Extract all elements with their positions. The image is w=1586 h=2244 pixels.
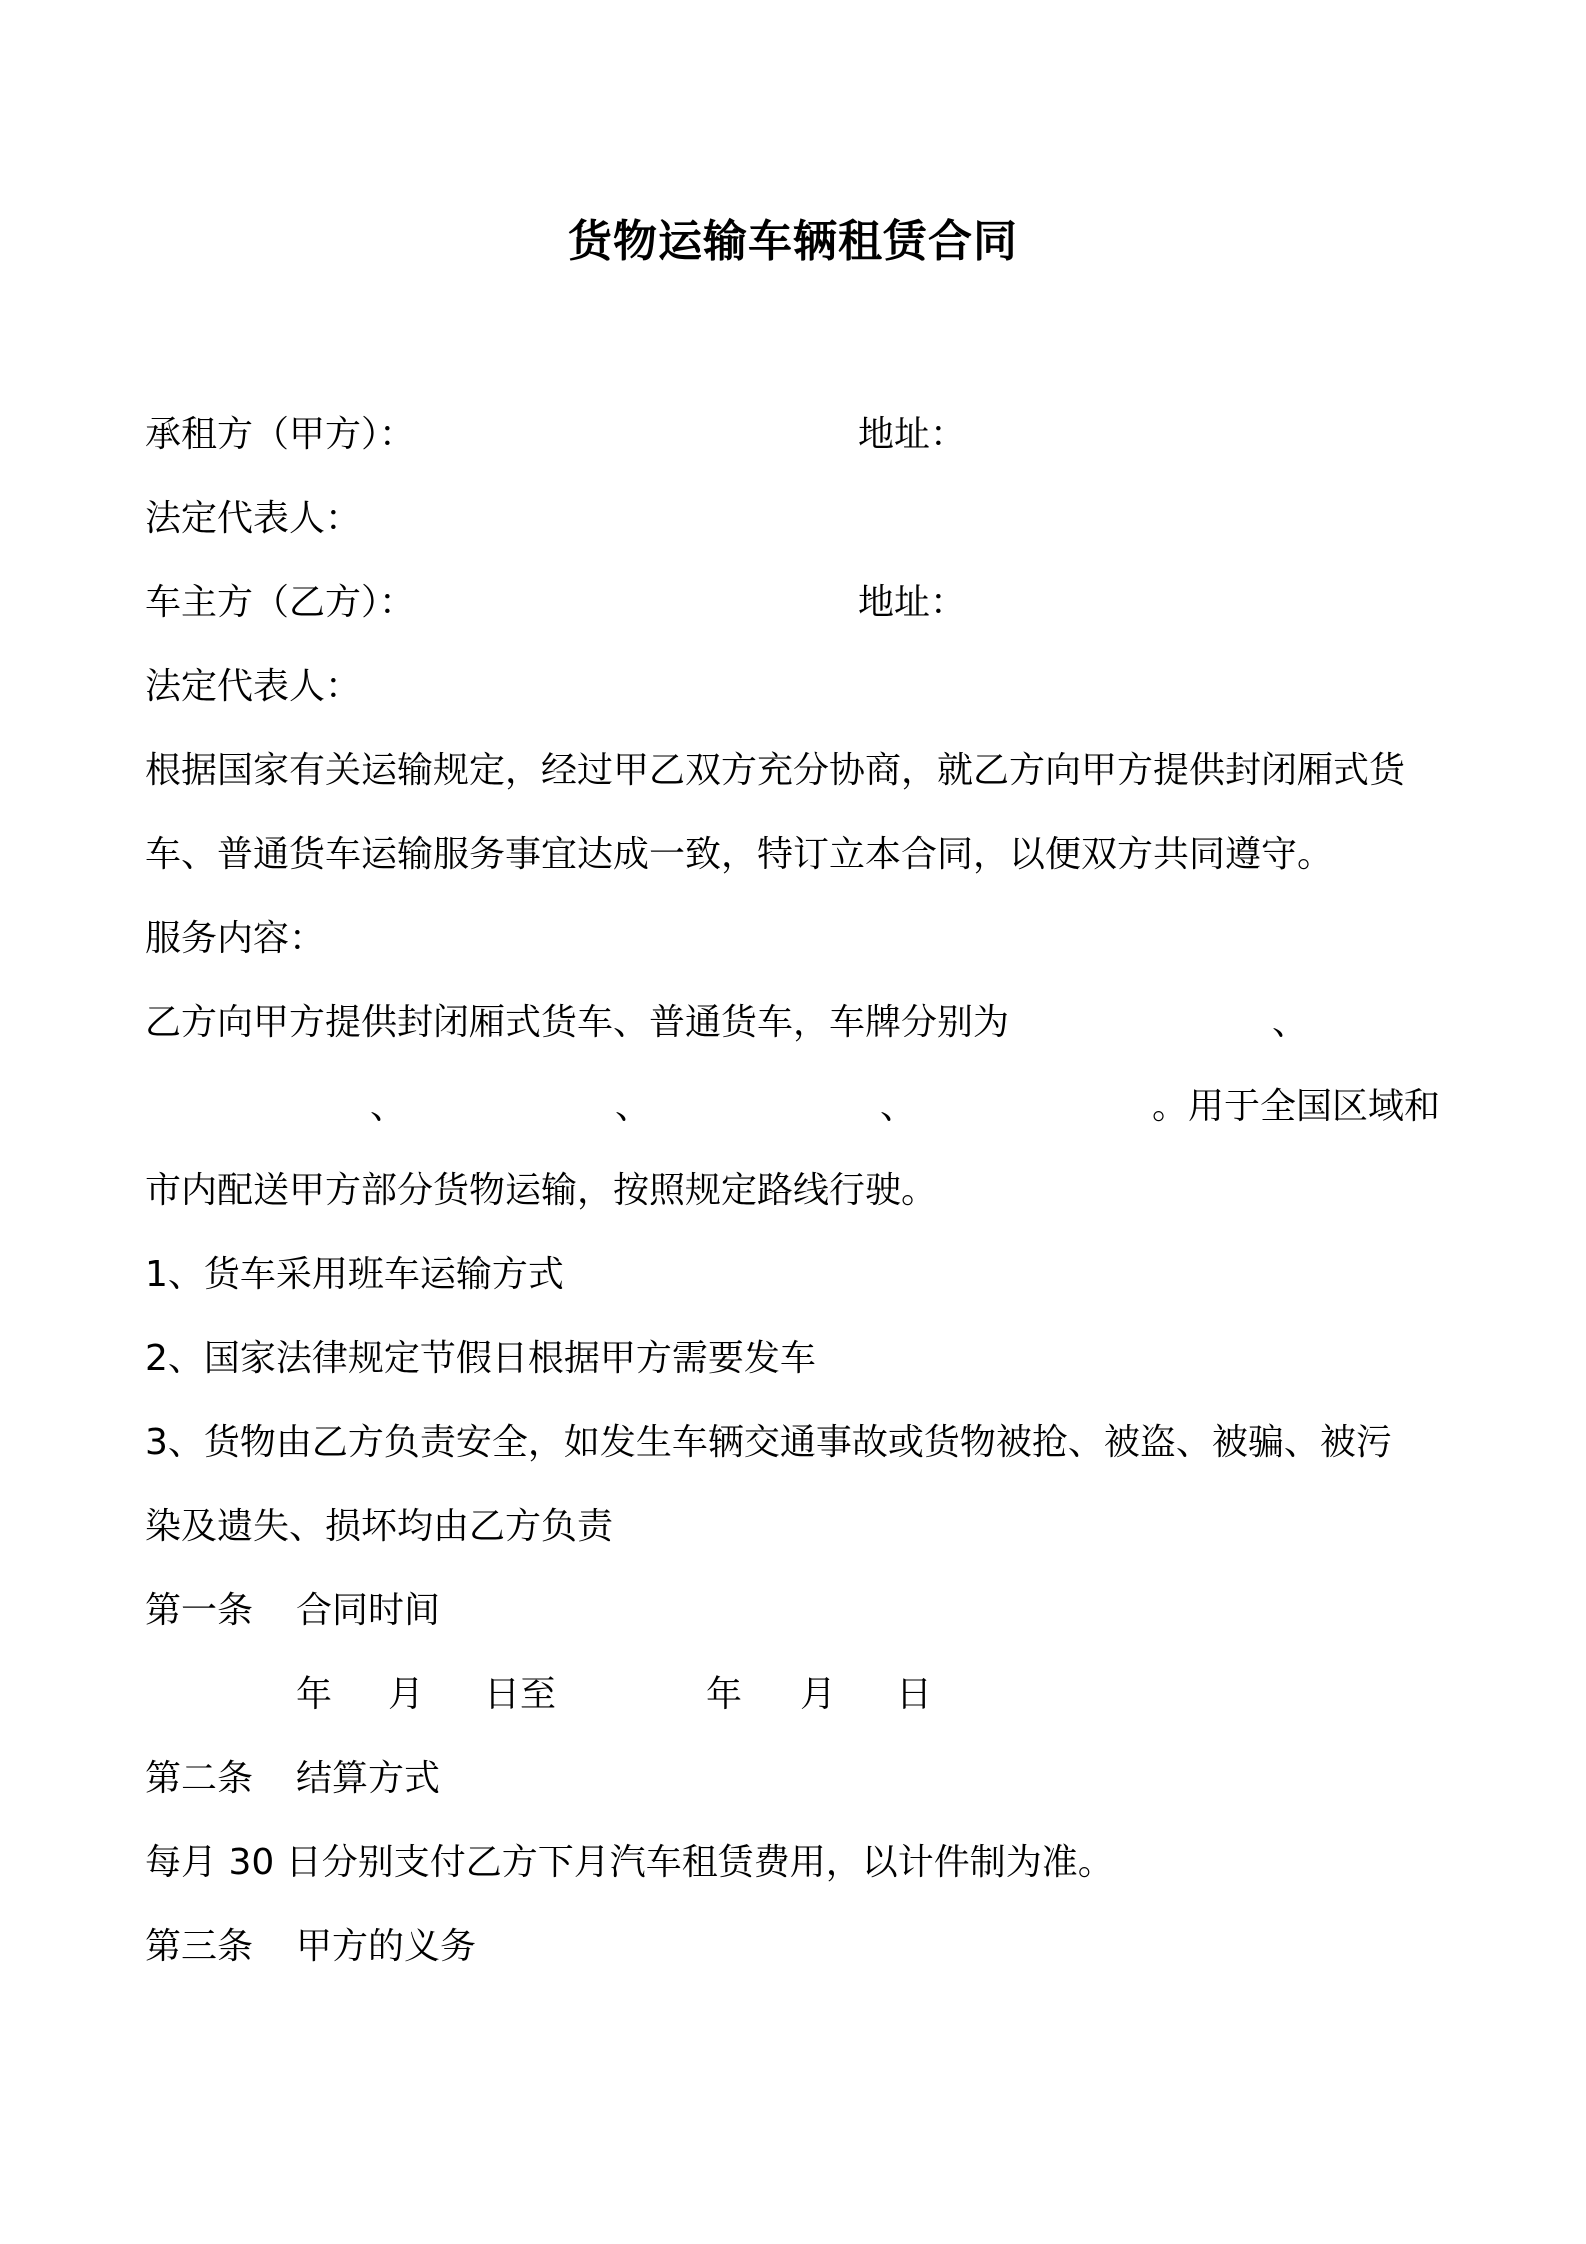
lessee-rep-label: 法定代表人： [145, 498, 362, 539]
service-heading: 服务内容： [145, 918, 326, 959]
preamble-line-2: 车、普通货车运输服务事宜达成一致，特订立本合同，以便双方共同遵守。 [145, 834, 1334, 875]
plate-separator: 、 [370, 1086, 407, 1127]
end-day-label: 日 [896, 1674, 933, 1715]
service-line-3: 市内配送甲方部分货物运输，按照规定路线行驶。 [145, 1170, 938, 1211]
document-title: 货物运输车辆租赁合同 [568, 216, 1018, 267]
plate-separator: 、 [1272, 1002, 1309, 1043]
article-2-heading: 结算方式 [296, 1758, 441, 1799]
end-year-label: 年 [706, 1674, 743, 1715]
start-month-label: 月 [388, 1674, 425, 1715]
plate-separator: 、 [880, 1086, 917, 1127]
start-year-label: 年 [296, 1674, 333, 1715]
service-line-1: 乙方向甲方提供封闭厢式货车、普通货车，车牌分别为 [145, 1002, 1010, 1043]
service-item-1: 1、货车采用班车运输方式 [145, 1254, 564, 1295]
article-2-text: 每月 30 日分别支付乙方下月汽车租赁费用，以计件制为准。 [145, 1842, 1114, 1883]
article-2-number: 第二条 [145, 1758, 254, 1799]
service-item-2: 2、国家法律规定节假日根据甲方需要发车 [145, 1338, 816, 1379]
owner-address-label: 地址： [858, 582, 967, 623]
article-3-heading: 甲方的义务 [296, 1926, 477, 1967]
lessee-label: 承租方（甲方）： [145, 414, 416, 455]
plate-separator: 、 [615, 1086, 652, 1127]
article-1-number: 第一条 [145, 1590, 254, 1631]
article-1-heading: 合同时间 [296, 1590, 441, 1631]
owner-label: 车主方（乙方）： [145, 582, 416, 623]
service-item-3-line-2: 染及遗失、损坏均由乙方负责 [145, 1506, 614, 1547]
article-3-number: 第三条 [145, 1926, 254, 1967]
start-day-to-label: 日至 [484, 1674, 557, 1715]
service-line-2-tail: 。用于全国区域和 [1152, 1086, 1441, 1127]
preamble-line-1: 根据国家有关运输规定，经过甲乙双方充分协商，就乙方向甲方提供封闭厢式货 [145, 750, 1406, 791]
owner-rep-label: 法定代表人： [145, 666, 362, 707]
end-month-label: 月 [800, 1674, 837, 1715]
service-item-3-line-1: 3、货物由乙方负责安全，如发生车辆交通事故或货物被抢、被盗、被骗、被污 [145, 1422, 1392, 1463]
lessee-address-label: 地址： [858, 414, 967, 455]
